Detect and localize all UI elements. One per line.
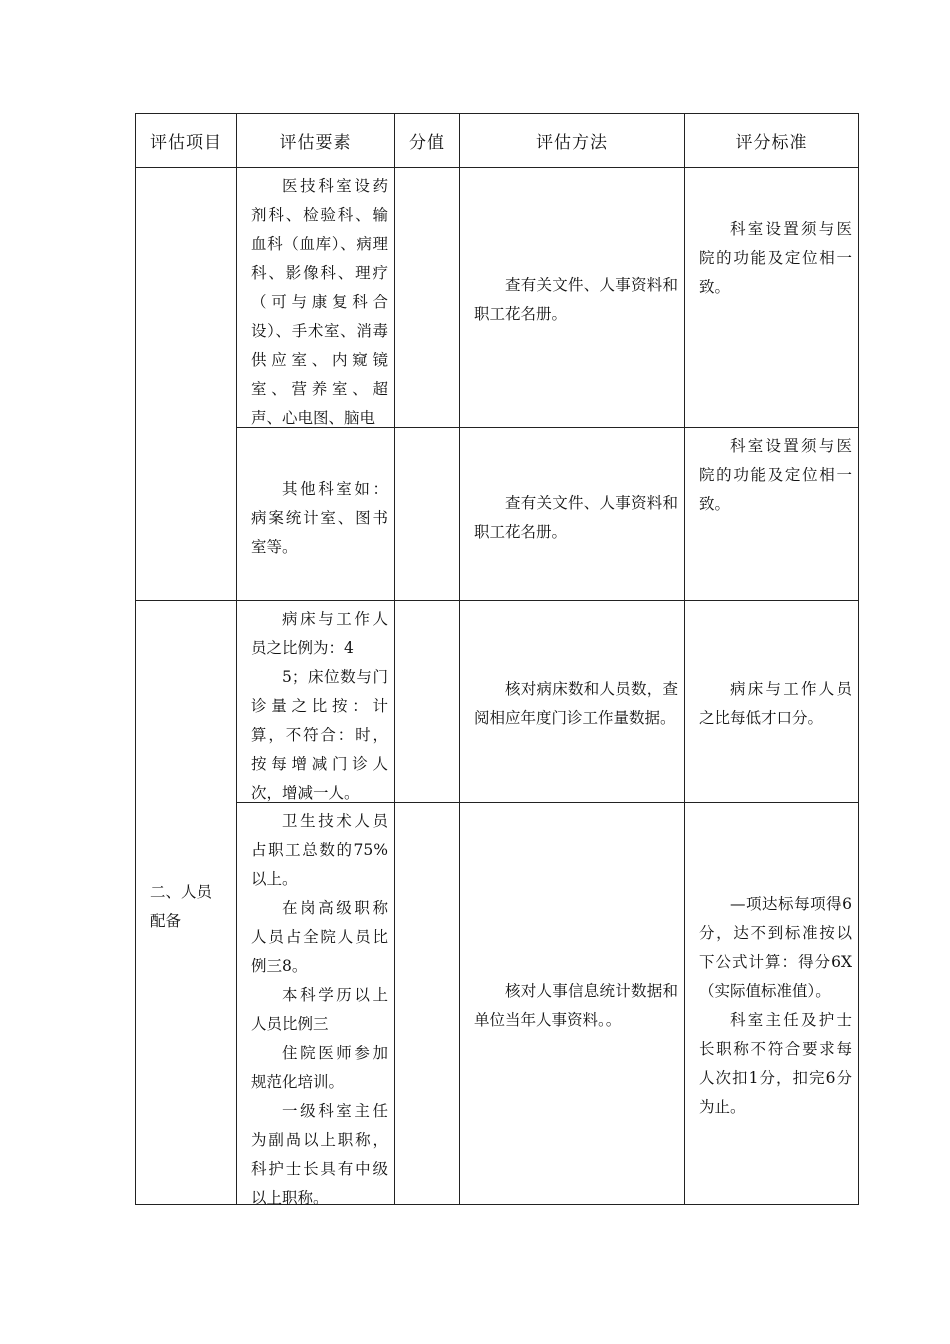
header-score: 分值	[409, 133, 445, 153]
row4-elements	[237, 803, 394, 1207]
row1-method	[460, 168, 684, 427]
method-text: 查有关文件、人事资料和职工花名册。	[474, 275, 678, 323]
row3-criteria	[685, 601, 858, 802]
row3-method	[460, 601, 684, 802]
row4-criteria	[685, 803, 858, 1204]
row1-elements	[237, 168, 394, 427]
element-text: 其他科室如：病案统计室、图书室等。	[251, 480, 388, 556]
row3-elements	[237, 601, 394, 802]
table-row	[236, 601, 858, 802]
header-method: 评估方法	[536, 133, 608, 153]
element-text: 医技科室设药剂科、检验科、输血科（血库）、病理科、影像科、理疗（可与康复科合设）、手术室、消毒供应室、内窥镜室、营养室、超声、心电图、脑电	[251, 177, 388, 427]
element-text: 5；床位数与门诊量之比按：计算，不符合：时，按每增减门诊人次，增减一人。	[251, 668, 388, 802]
header-criteria: 评分标准	[735, 133, 808, 153]
table-row	[236, 168, 858, 427]
criteria-text: 科室主任及护士长职称不符合要求每人次扣1分，扣完6分为止。	[699, 1010, 852, 1116]
criteria-text: 科室设置须与医院的功能及定位相一致。	[699, 220, 852, 296]
criteria-text: 科室设置须与医院的功能及定位相一致。	[699, 437, 852, 513]
method-text: 查有关文件、人事资料和职工花名册。	[474, 494, 678, 541]
row2-criteria	[685, 428, 858, 548]
element-text: 住院医师参加规范化培训。	[251, 1044, 388, 1091]
method-text: 核对病床数和人员数，查阅相应年度门诊工作量数据。	[474, 679, 678, 727]
table-row	[236, 428, 858, 600]
element-text: 病床与工作人员之比例为：4	[251, 610, 388, 657]
row4-method	[460, 803, 684, 1204]
item-label-staffing: 二、人员配备	[150, 883, 213, 930]
table-row	[236, 803, 858, 1207]
criteria-text: —项达标每项得6分，达不到标准按以下公式计算：得分6X（实际值标准值）。	[699, 894, 852, 1000]
element-text: 一级科室主任为副咼以上职称，科护士长具有中级以上职称。	[251, 1102, 388, 1207]
element-text: 卫生技术人员占职工总数的75%以上。	[251, 812, 388, 888]
header-item: 评估项目	[150, 133, 222, 153]
header-elements: 评估要素	[279, 133, 352, 153]
row2-elements	[237, 471, 394, 591]
row2-method	[460, 485, 684, 585]
row1-criteria	[685, 211, 858, 411]
criteria-text: 病床与工作人员之比每低才口分。	[699, 679, 852, 727]
method-text: 核对人事信息统计数据和单位当年人事资料。。	[474, 981, 678, 1029]
element-text: 本科学历以上人员比例三	[251, 986, 388, 1033]
element-text: 在岗高级职称人员占全院人员比例三8。	[251, 899, 388, 975]
